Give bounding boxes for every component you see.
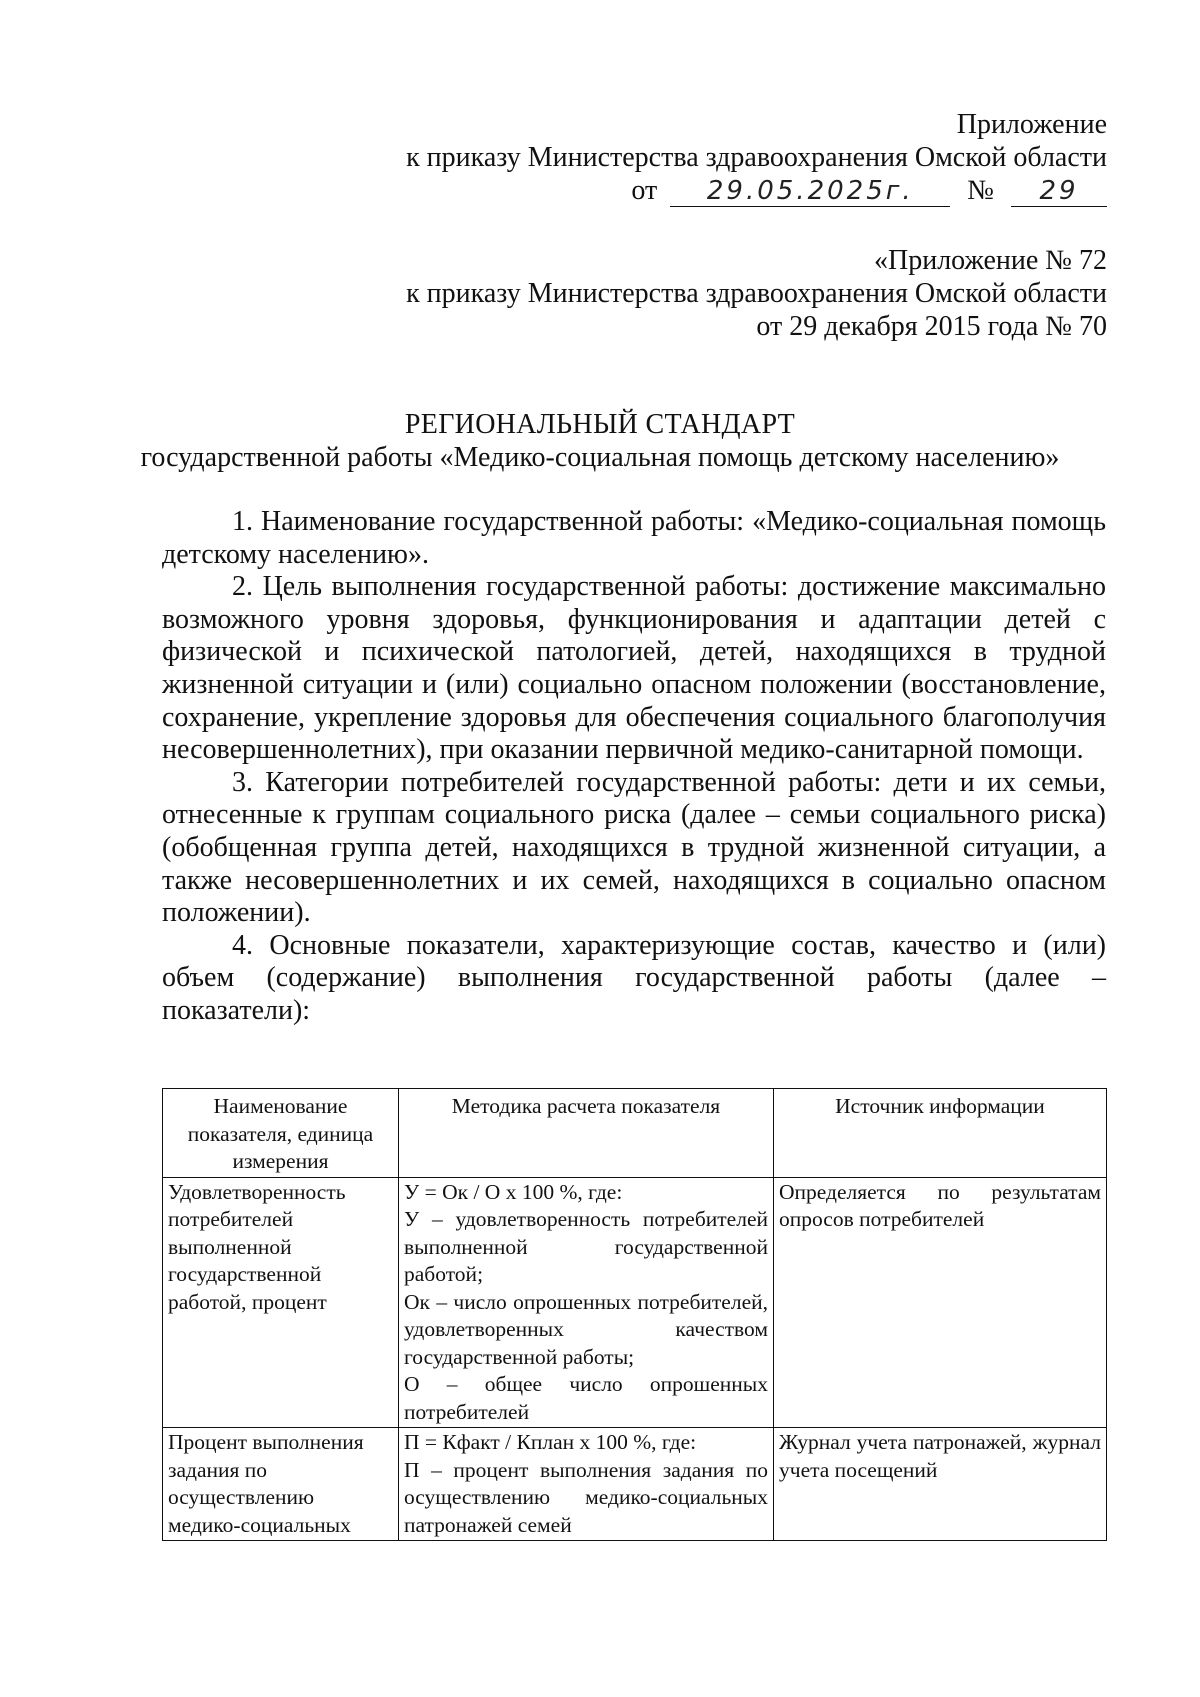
header-indicator-name: Наименование показателя, единица измерения	[163, 1089, 399, 1178]
indicator-name-line: выполненной	[168, 1234, 292, 1259]
indicator-name-line: задания по	[168, 1457, 268, 1482]
appendix-title: Приложение	[956, 109, 1107, 140]
table-row	[163, 1428, 1107, 1541]
method-cell	[399, 1428, 774, 1541]
handwritten-number: 29	[1011, 178, 1107, 207]
header-method: Методика расчета показателя	[399, 1089, 774, 1178]
indicator-name-line: государственной	[168, 1262, 322, 1286]
indicator-name-line: работой, процент	[168, 1289, 327, 1314]
indicator-name-line: Удовлетворенность	[168, 1179, 346, 1204]
source-cell: Журнал учета патронажей, журнал учета посещений	[774, 1428, 1107, 1541]
indicator-name-line: Процент выполнения	[168, 1430, 364, 1454]
method-formula: У = Ок / О х 100 %, где:	[404, 1179, 623, 1204]
from-label: от	[631, 175, 658, 206]
section-2: 2. Цель выполнения государственной работы: достижение максимально возможного уровня здоровья, функционирования и адаптации детей с физической и психической патологией, детей, находящихся в трудной жизненной ситуации и (или) социально опасном положении (восстановление, сохранение, укрепление здоровья для обеспечения социального благополучия несовершеннолетних), при оказании первичной медико-санитарной помощи.	[162, 571, 1106, 766]
header-source: Источник информации	[774, 1089, 1107, 1178]
document-body	[162, 506, 1106, 1028]
indicator-name-line: потребителей	[168, 1207, 294, 1231]
table-row	[163, 1177, 1107, 1428]
method-cell	[399, 1177, 774, 1428]
appendix-header	[406, 108, 1107, 207]
standard-title: РЕГИОНАЛЬНЫЙ СТАНДАРТ	[404, 409, 796, 440]
indicator-name-line: осуществлению	[168, 1485, 315, 1509]
indicators-table	[162, 1088, 1107, 1541]
handwritten-date: 29.05.2025г.	[670, 178, 950, 207]
section-3: 3. Категории потребителей государственной работы: дети и их семьи, отнесенные к группам социального риска (далее – семьи социального риска) (обобщенная группа детей, находящихся в трудной жизненной ситуации, а также несовершеннолетних и их семей, находящихся в социально опасном положении).	[162, 766, 1106, 929]
section-4: 4. Основные показатели, характеризующие состав, качество и (или) объем (содержание) выполнения государственной работы (далее – показатели):	[162, 929, 1106, 1026]
method-definition: Ок – число опрошенных потребителей, удовлетворенных качеством государственной работы;	[404, 1289, 768, 1369]
table-header-row	[163, 1089, 1107, 1178]
method-definition: П – процент выполнения задания по осуществлению медико-социальных патронажей семей	[404, 1457, 768, 1537]
indicator-name-line: медико-социальных	[168, 1512, 351, 1537]
method-formula: П = Кфакт / Кплан х 100 %, где:	[404, 1430, 697, 1454]
prior-appendix-date: от 29 декабря 2015 года № 70	[756, 311, 1107, 342]
prior-appendix-order-ref: к приказу Министерства здравоохранения Омской области	[406, 278, 1107, 309]
indicator-name-cell	[163, 1428, 399, 1541]
method-definition: У – удовлетворенность потребителей выполненной государственной работой;	[404, 1207, 768, 1286]
appendix-date-number-line	[406, 174, 1107, 207]
appendix-order-ref: к приказу Министерства здравоохранения Омской области	[406, 142, 1107, 173]
standard-subtitle: государственной работы «Медико-социальная помощь детскому населению»	[140, 442, 1060, 473]
prior-appendix-title: «Приложение № 72	[874, 245, 1107, 276]
prior-appendix-header	[406, 244, 1107, 343]
method-definition: О – общее число опрошенных потребителей	[404, 1372, 768, 1424]
source-cell: Определяется по результатам опросов потребителей	[774, 1177, 1107, 1428]
indicator-name-cell	[163, 1177, 399, 1428]
number-label: №	[967, 175, 994, 206]
section-1: 1. Наименование государственной работы: «Медико-социальная помощь детскому населению».	[162, 506, 1106, 570]
